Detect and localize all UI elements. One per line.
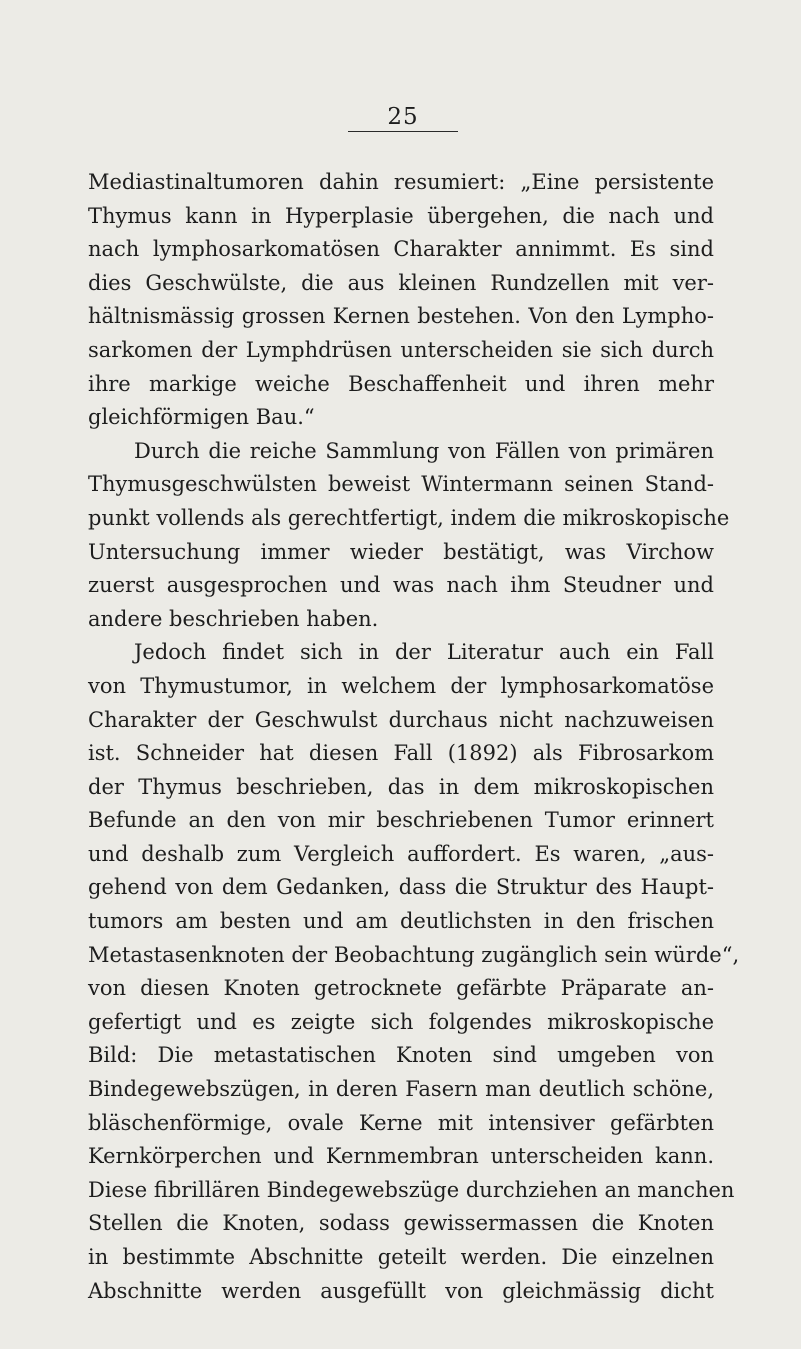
text-line: dies Geschwülste, die aus kleinen Rundzellen mit ver- [88, 270, 714, 295]
text-line: bläschenförmige, ovale Kerne mit intensiver gefärbten [88, 1110, 714, 1135]
header-rule [348, 131, 458, 132]
text-line: von diesen Knoten getrocknete gefärbte Präparate an- [88, 976, 714, 1001]
text-line: hältnismässig grossen Kernen bestehen. Von den Lympho- [88, 304, 714, 329]
text-line: Mediastinaltumoren dahin resumiert: „Eine persistente [88, 170, 714, 194]
text-line: Untersuchung immer wieder bestätigt, was Virchow [88, 539, 714, 564]
text-line: Metastasenknoten der Beobachtung zugänglich sein würde“, [88, 942, 740, 967]
text-line: Durch die reiche Sammlung von Fällen von primären [134, 438, 714, 463]
page-number: 25 [387, 104, 419, 130]
text-line: gehend von dem Gedanken, dass die Struktur des Haupt- [88, 875, 714, 900]
text-line: nach lymphosarkomatösen Charakter annimmt. Es sind [88, 237, 714, 262]
text-line: Thymus kann in Hyperplasie übergehen, die nach und [88, 203, 714, 228]
text-line: punkt vollends als gerechtfertigt, indem die mikroskopische [88, 505, 730, 530]
text-line: Diese fibrillären Bindegewebszüge durchziehen an manchen [88, 1177, 735, 1202]
text-line: andere beschrieben haben. [88, 606, 379, 631]
text-line: tumors am besten und am deutlichsten in den frischen [88, 909, 714, 934]
text-line: Abschnitte werden ausgefüllt von gleichmässig dicht [88, 1278, 714, 1303]
text-line: Thymusgeschwülsten beweist Wintermann seinen Stand- [88, 472, 714, 497]
body-text [88, 166, 740, 1308]
text-line: Charakter der Geschwulst durchaus nicht nachzuweisen [88, 707, 714, 732]
text-line: gleichförmigen Bau.“ [88, 405, 315, 430]
text-line: ihre markige weiche Beschaffenheit und ihren mehr [88, 371, 714, 396]
text-line: Kernkörperchen und Kernmembran unterscheiden kann. [88, 1144, 714, 1169]
text-line: in bestimmte Abschnitte geteilt werden. Die einzelnen [88, 1245, 714, 1269]
text-line: Befunde an den von mir beschriebenen Tumor erinnert [88, 808, 714, 833]
text-line: zuerst ausgesprochen und was nach ihm Steudner und [88, 573, 714, 598]
text-line: von Thymustumor, in welchem der lymphosarkomatöse [88, 673, 714, 698]
text-line: Bindegewebszügen, in deren Fasern man deutlich schöne, [88, 1077, 714, 1102]
text-line: und deshalb zum Vergleich auffordert. Es waren, „aus- [88, 841, 714, 866]
text-line: Jedoch findet sich in der Literatur auch ein Fall [134, 640, 714, 665]
text-line: ist. Schneider hat diesen Fall (1892) als Fibrosarkom [88, 741, 714, 766]
text-line: gefertigt und es zeigte sich folgendes mikroskopische [88, 1009, 714, 1034]
text-line: Bild: Die metastatischen Knoten sind umgeben von [88, 1043, 714, 1068]
text-line: der Thymus beschrieben, das in dem mikroskopischen [88, 774, 714, 799]
text-line: Stellen die Knoten, sodass gewissermassen die Knoten [88, 1211, 714, 1236]
text-line: sarkomen der Lymphdrüsen unterscheiden sie sich durch [88, 337, 714, 362]
